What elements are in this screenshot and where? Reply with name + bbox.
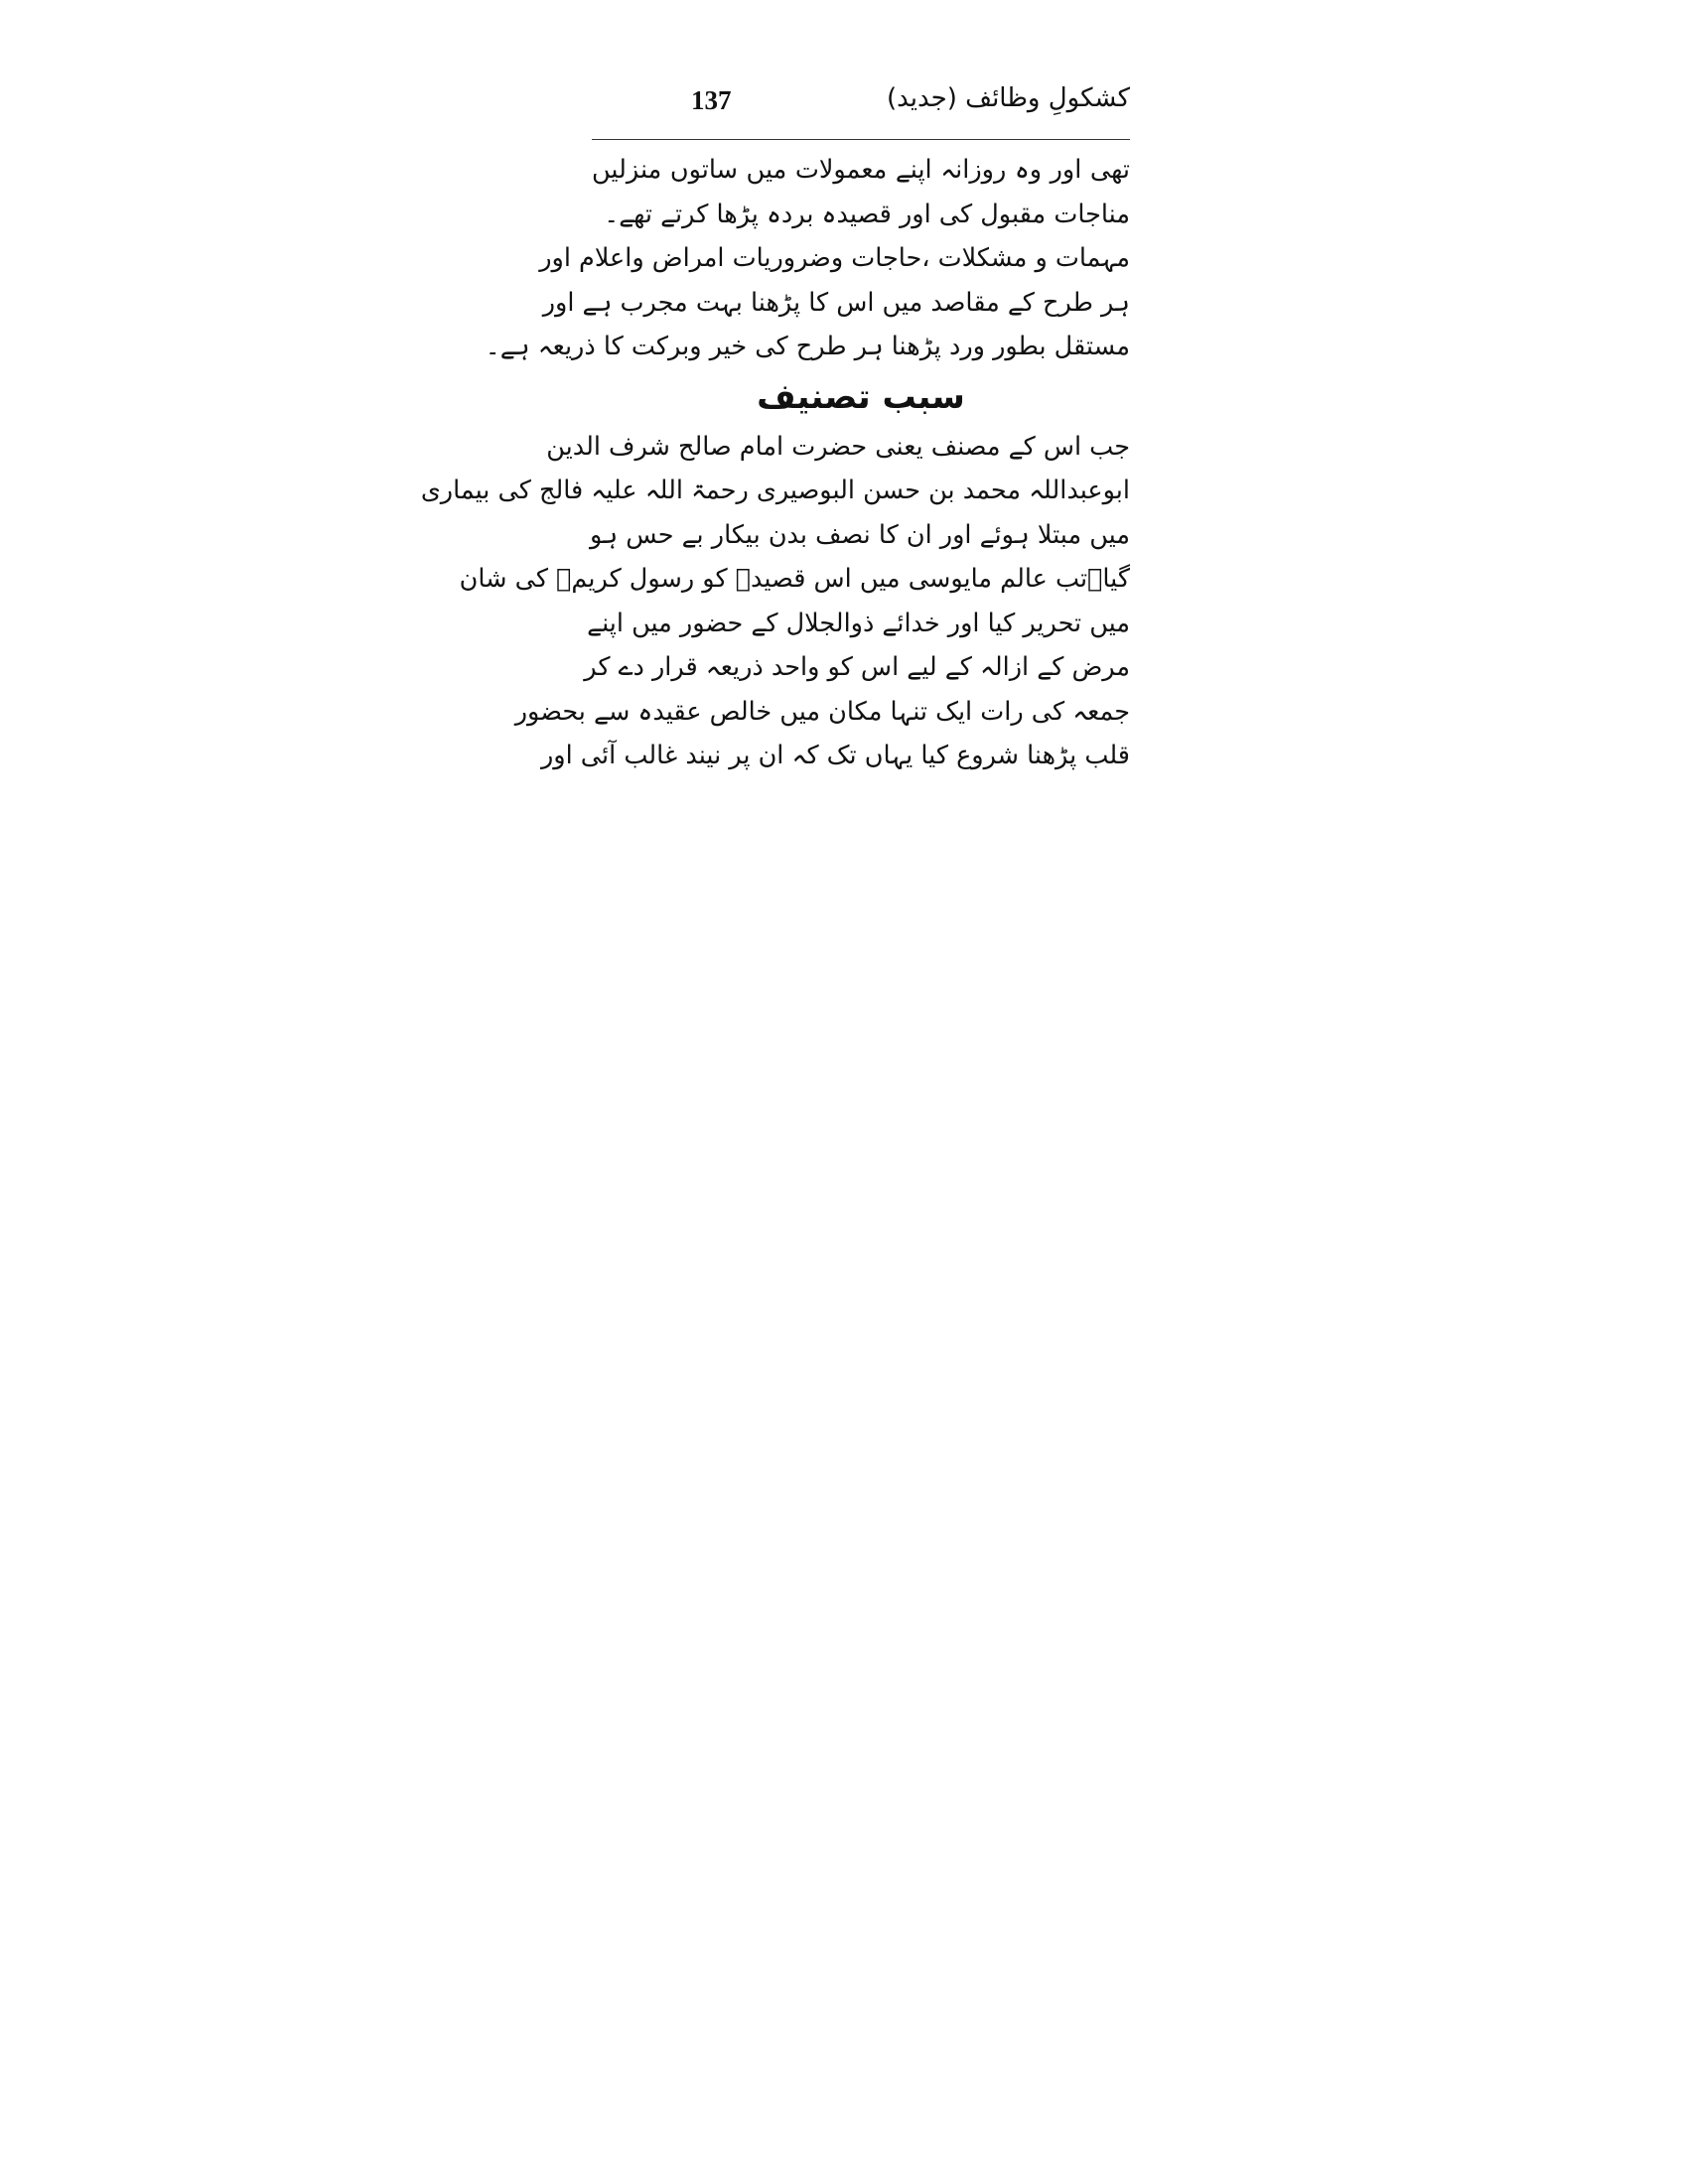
- text-line: مرض کے ازالہ کے لیے اس کو واحد ذریعہ قرار دے کر: [584, 652, 1130, 682]
- text-line: مستقل بطور ورد پڑھنا ہر طرح کی خیر وبرکت کا ذریعہ ہے۔: [485, 332, 1130, 361]
- text-line: جمعہ کی رات ایک تنہا مکان میں خالص عقیدہ سے بحضور: [514, 696, 1130, 727]
- header-divider: [592, 139, 1130, 140]
- text-line: ہر طرح کے مقاصد میں اس کا پڑھنا بہت مجرب ہے اور: [542, 287, 1130, 318]
- paragraph-2: [485, 236, 1130, 369]
- text-line: گیا۔تب عالم مایوسی میں اس قصیدہ کو رسول کریمؐ کی شان: [459, 564, 1130, 594]
- paragraph-1: [592, 148, 1130, 236]
- section-heading: سبب تصنیف: [757, 376, 965, 417]
- text-line: مہمات و مشکلات ،حاجات وضروریات امراض واعلام اور: [539, 243, 1130, 273]
- text-line: قلب پڑھنا شروع کیا یہاں تک کہ ان پر نیند غالب آئی اور: [540, 741, 1130, 770]
- text-line: تھی اور وہ روزانہ اپنے معمولات میں ساتوں منزلیں: [592, 155, 1130, 185]
- text-line: میں تحریر کیا اور خدائے ذوالجلال کے حضور میں اپنے: [587, 608, 1130, 638]
- section-paragraph: [420, 425, 1130, 778]
- page-header: [592, 81, 1130, 139]
- running-title: کشکولِ وظائف (جدید): [887, 83, 1130, 113]
- page-number: 137: [691, 85, 732, 115]
- book-page: [420, 81, 1130, 778]
- text-line: جب اس کے مصنف یعنی حضرت امام صالح شرف الدین: [546, 431, 1130, 462]
- text-line: ابوعبداللہ محمد بن حسن البوصیری رحمۃ اللہ علیہ فالج کی بیماری: [420, 476, 1130, 505]
- text-line: میں مبتلا ہوئے اور ان کا نصف بدن بیکار بے حس ہو: [590, 519, 1130, 550]
- text-line: مناجات مقبول کی اور قصیدہ بردہ پڑھا کرتے تھے۔: [604, 199, 1130, 229]
